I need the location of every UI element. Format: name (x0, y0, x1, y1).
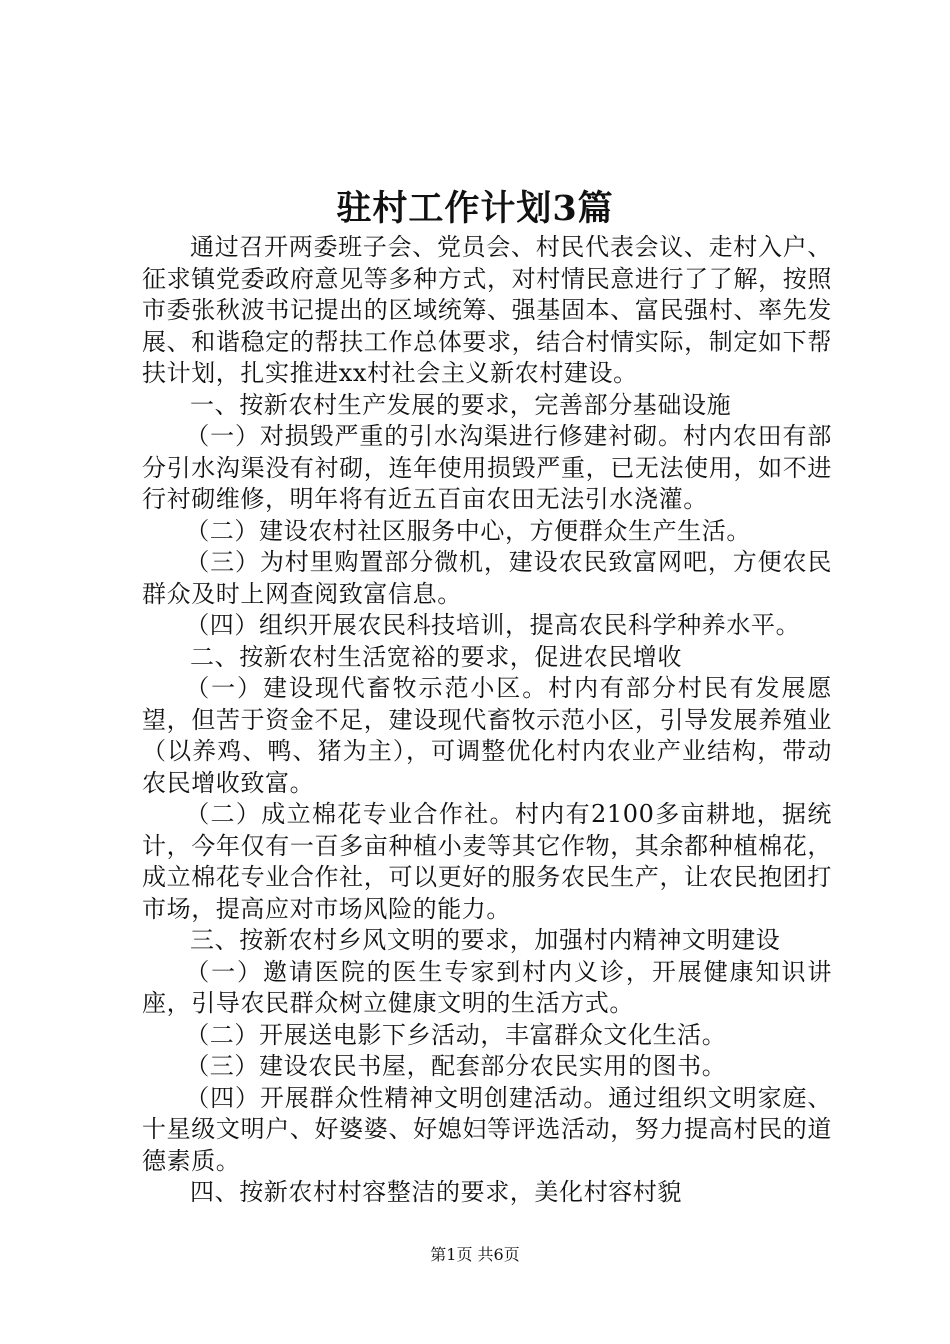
sub-item-paragraph: （二）开展送电影下乡活动，丰富群众文化生活。 (185, 1020, 727, 1049)
section-heading: 一、按新农村生产发展的要求，完善部分基础设施 (190, 390, 732, 419)
sub-item-paragraph: （二）成立棉花专业合作社。村内有2100多亩耕地，据统计，今年仅有一百多亩种植小麦等其它作物，其余都种植棉花，成立棉花专业合作社，可以更好的服务农民生产，让农民抱团打市场，提高应对市场风险的能力。 (142, 800, 832, 923)
section-heading: 二、按新农村生活宽裕的要求，促进农民增收 (190, 642, 682, 671)
document-body (142, 232, 832, 1209)
sub-item-paragraph: （四）开展群众性精神文明创建活动。通过组织文明家庭、十星级文明户、好婆婆、好媳妇等评选活动，努力提高村民的道德素质。 (142, 1083, 832, 1175)
intro-paragraph: 通过召开两委班子会、党员会、村民代表会议、走村入户、征求镇党委政府意见等多种方式，对村情民意进行了了解，按照市委张秋波书记提出的区域统筹、强基固本、富民强村、率先发展、和谐稳定的帮扶工作总体要求，结合村情实际，制定如下帮扶计划，扎实推进xx村社会主义新农村建设。 (142, 233, 832, 387)
page-number-footer: 第1页 共6页 (430, 1245, 520, 1264)
sub-item-paragraph: （二）建设农村社区服务中心，方便群众生产生活。 (185, 516, 751, 545)
sub-item-paragraph: （一）对损毁严重的引水沟渠进行修建衬砌。村内农田有部分引水沟渠没有衬砌，连年使用损毁严重，已无法使用，如不进行衬砌维修，明年将有近五百亩农田无法引水浇灌。 (142, 422, 832, 513)
section-heading: 四、按新农村村容整洁的要求，美化村容村貌 (190, 1178, 682, 1206)
sub-item-paragraph: （一）邀请医院的医生专家到村内义诊，开展健康知识讲座，引导农民群众树立健康文明的生活方式。 (142, 957, 832, 1017)
sub-item-paragraph: （三）建设农民书屋，配套部分农民实用的图书。 (185, 1052, 727, 1080)
page-title: 驻村工作计划3篇 (336, 188, 614, 229)
section-heading: 三、按新农村乡风文明的要求，加强村内精神文明建设 (190, 926, 781, 954)
sub-item-paragraph: （四）组织开展农民科技培训，提高农民科学种养水平。 (185, 611, 801, 639)
sub-item-paragraph: （一）建设现代畜牧示范小区。村内有部分村民有发展愿望，但苦于资金不足，建设现代畜牧示范小区，引导发展养殖业（以养鸡、鸭、猪为主），可调整优化村内农业产业结构，带动农民增收致富。 (142, 674, 832, 797)
sub-item-paragraph: （三）为村里购置部分微机，建设农民致富网吧，方便农民群众及时上网查阅致富信息。 (142, 548, 832, 608)
